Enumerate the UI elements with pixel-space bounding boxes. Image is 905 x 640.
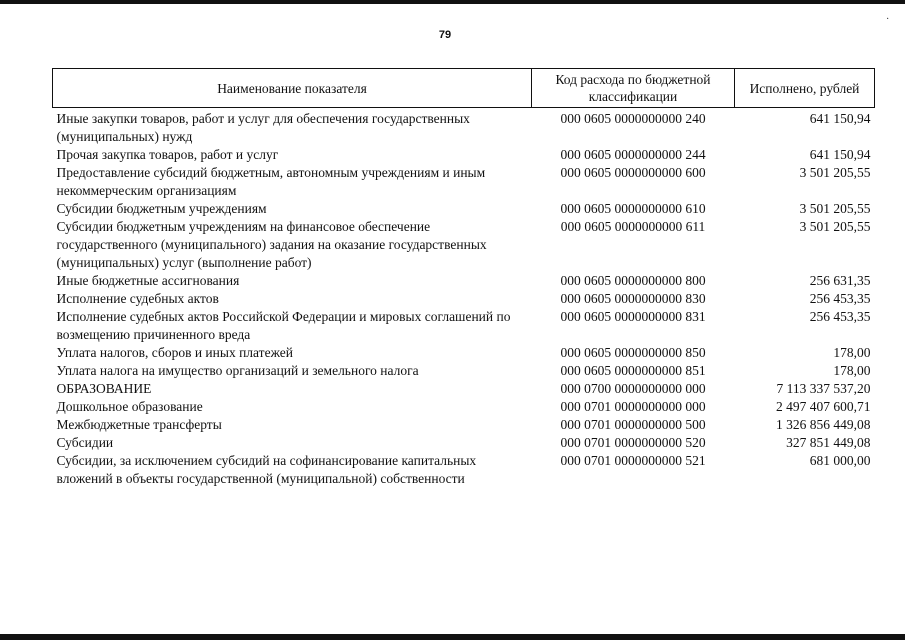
cell-name: Предоставление субсидий бюджетным, автономным учреждениям и иным некоммерческим организациям [56,165,486,198]
top-border-rule [0,0,905,4]
cell-amount: 641 150,94 [809,111,871,126]
cell-code: 000 0605 0000000000 610 [560,201,706,216]
cell-code: 000 0701 0000000000 521 [560,453,706,468]
bottom-border-rule [0,634,905,640]
cell-name: Дошкольное образование [56,399,203,414]
cell-name: Субсидии [56,435,114,450]
table-row [53,452,875,488]
cell-name: Иные закупки товаров, работ и услуг для обеспечения государственных (муниципальных) нужд [56,111,470,144]
table-header [53,69,875,108]
cell-amount: 3 501 205,55 [799,201,871,216]
table-row [53,434,875,452]
table-row [53,108,875,147]
cell-code: 000 0605 0000000000 600 [560,165,706,180]
cell-name: Субсидии бюджетным учреждениям на финансовое обеспечение государственного (муниципального) задания на оказание государственных (муниципальных) услуг (выполнение работ) [56,219,487,270]
table-row [53,344,875,362]
table-row [53,380,875,398]
cell-code: 000 0701 0000000000 520 [560,435,706,450]
cell-amount: 327 851 449,08 [786,435,871,450]
cell-code: 000 0700 0000000000 000 [560,381,706,396]
cell-amount: 3 501 205,55 [799,165,871,180]
cell-name: Межбюджетные трансферты [56,417,222,432]
column-header-name: Наименование показателя [53,69,532,108]
table-row [53,308,875,344]
cell-name: Уплата налога на имущество организаций и земельного налога [56,363,419,378]
cell-amount: 681 000,00 [809,453,871,468]
cell-code: 000 0605 0000000000 851 [560,363,706,378]
column-header-amount: Исполнено, рублей [735,69,875,108]
table-row [53,416,875,434]
cell-amount: 256 631,35 [809,273,871,288]
cell-code: 000 0605 0000000000 800 [560,273,706,288]
budget-execution-table [52,68,875,488]
cell-amount: 641 150,94 [809,147,871,162]
cell-code: 000 0605 0000000000 244 [560,147,706,162]
cell-amount: 2 497 407 600,71 [776,399,871,414]
table-row [53,398,875,416]
corner-mark: · [886,14,890,25]
cell-name: Иные бюджетные ассигнования [56,273,240,288]
page-number: 79 [438,29,452,41]
cell-name: Уплата налогов, сборов и иных платежей [56,345,293,360]
cell-name: ОБРАЗОВАНИЕ [56,381,152,396]
cell-amount: 256 453,35 [809,309,871,324]
table-body [53,108,875,489]
cell-amount: 178,00 [833,363,871,378]
column-header-code: Код расхода по бюджетной классификации [532,69,735,108]
table-row [53,272,875,290]
cell-amount: 178,00 [833,345,871,360]
table-row [53,218,875,272]
cell-name: Прочая закупка товаров, работ и услуг [56,147,279,162]
cell-code: 000 0701 0000000000 000 [560,399,706,414]
cell-amount: 256 453,35 [809,291,871,306]
cell-code: 000 0605 0000000000 240 [560,111,706,126]
cell-code: 000 0605 0000000000 850 [560,345,706,360]
cell-code: 000 0701 0000000000 500 [560,417,706,432]
table-row [53,362,875,380]
cell-name: Исполнение судебных актов Российской Федерации и мировых соглашений по возмещению причиненного вреда [56,309,511,342]
cell-amount: 7 113 337 537,20 [776,381,871,396]
table-row [53,146,875,164]
cell-name: Исполнение судебных актов [56,291,219,306]
cell-code: 000 0605 0000000000 831 [560,309,706,324]
cell-amount: 1 326 856 449,08 [776,417,871,432]
table-row [53,164,875,200]
cell-name: Субсидии, за исключением субсидий на софинансирование капитальных вложений в объекты государственной (муниципальной) собственности [56,453,477,486]
table-row [53,200,875,218]
cell-name: Субсидии бюджетным учреждениям [56,201,267,216]
cell-code: 000 0605 0000000000 830 [560,291,706,306]
cell-amount: 3 501 205,55 [799,219,871,234]
cell-code: 000 0605 0000000000 611 [560,219,706,234]
table-row [53,290,875,308]
